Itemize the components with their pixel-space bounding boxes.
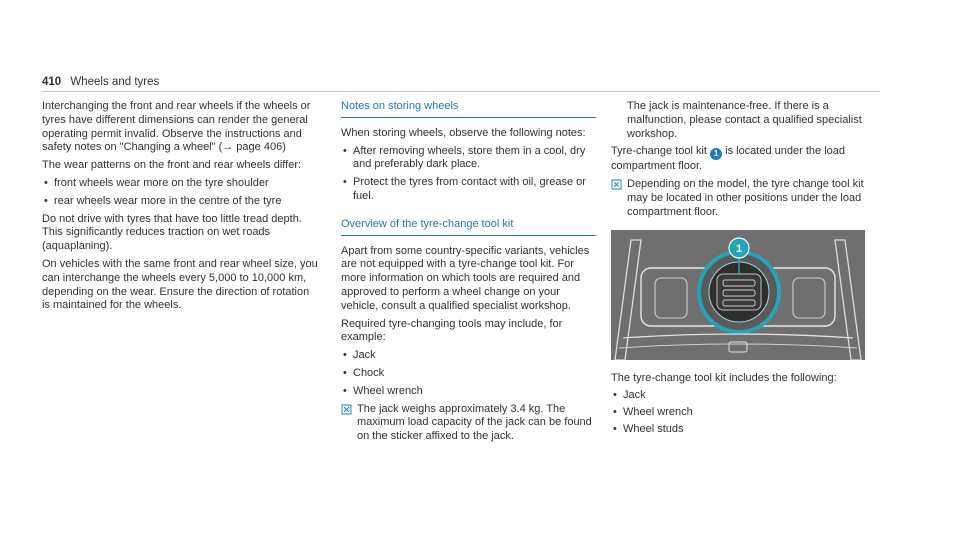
list-item: • Protect the tyres from contact with oil, grease or fuel. [341, 176, 596, 204]
bullet-list [42, 177, 318, 209]
paragraph: Do not drive with tyres that have too little tread depth. This significantly reduces traction on wet roads (aquaplaning). [42, 212, 302, 253]
list-item: • rear wheels wear more in the centre of the tyre [42, 195, 318, 209]
column-2 [341, 100, 596, 450]
paragraph: Required tyre-changing tools may include, for example: [341, 317, 563, 344]
bullet-list [611, 389, 882, 436]
paragraph: The jack is maintenance-free. If there is a malfunction, please contact a qualified specialist workshop. [627, 100, 862, 140]
figure-callout: 1 [735, 242, 743, 255]
info-note-icon [611, 179, 622, 190]
note-text: The jack weighs approximately 3.4 kg. The maximum load capacity of the jack can be found on the sticker affixed to the jack. [357, 402, 592, 443]
list-item: • After removing wheels, store them in a cool, dry and preferably dark place. [341, 145, 596, 173]
info-note-icon [341, 404, 352, 415]
callout-badge: 1 [710, 148, 722, 160]
paragraph [611, 145, 882, 174]
section-heading-tool-kit: Overview of the tyre-change tool kit [341, 218, 596, 236]
tool-kit-location-figure [611, 230, 865, 360]
paragraph: When storing wheels, observe the following notes: [341, 126, 586, 139]
list-item: • Chock [341, 367, 596, 381]
list-item: • Wheel wrench [341, 385, 596, 399]
text-run: is located under the load compartment floor. [611, 145, 845, 173]
note-block [611, 178, 882, 219]
paragraph: Apart from some country-specific variants, vehicles are not equipped with a tyre-change tool kit. For more information on which tools are required and approved to perform a wheel change on your vehicle, consult a qualified specialist workshop. [341, 244, 590, 312]
bullet-list [341, 145, 596, 204]
list-item: • front wheels wear more on the tyre shoulder [42, 177, 318, 191]
column-1 [42, 100, 318, 317]
list-item: • Wheel wrench [611, 406, 882, 420]
paragraph: On vehicles with the same front and rear wheel size, you can interchange the wheels every 5,000 to 10,000 km, depending on the wear. Ensure the direction of rotation is maintained for the wheels. [42, 257, 318, 312]
list-item: • Wheel studs [611, 423, 882, 437]
note-block [341, 403, 596, 444]
section-heading-storing-wheels: Notes on storing wheels [341, 100, 596, 118]
paragraph: The tyre-change tool kit includes the following: [611, 371, 837, 384]
page-number: 410 [42, 76, 62, 88]
paragraph: The wear patterns on the front and rear wheels differ: [42, 159, 302, 172]
list-item: • Jack [611, 389, 882, 403]
note-text: Depending on the model, the tyre change tool kit may be located in other positions under the load compartment floor. [627, 178, 864, 218]
list-item: • Jack [341, 349, 596, 363]
chapter-title: Wheels and tyres [70, 76, 160, 88]
paragraph: Interchanging the front and rear wheels if the wheels or tyres have different dimensions can render the general operating permit invalid. Observe the instructions and safety notes on "Changing a wheel" (→ page 406) [42, 100, 311, 154]
bullet-list [341, 349, 596, 398]
page-header [42, 76, 159, 88]
text-run: Tyre-change tool kit [611, 145, 707, 158]
column-3 [611, 100, 882, 441]
header-rule [42, 91, 880, 92]
